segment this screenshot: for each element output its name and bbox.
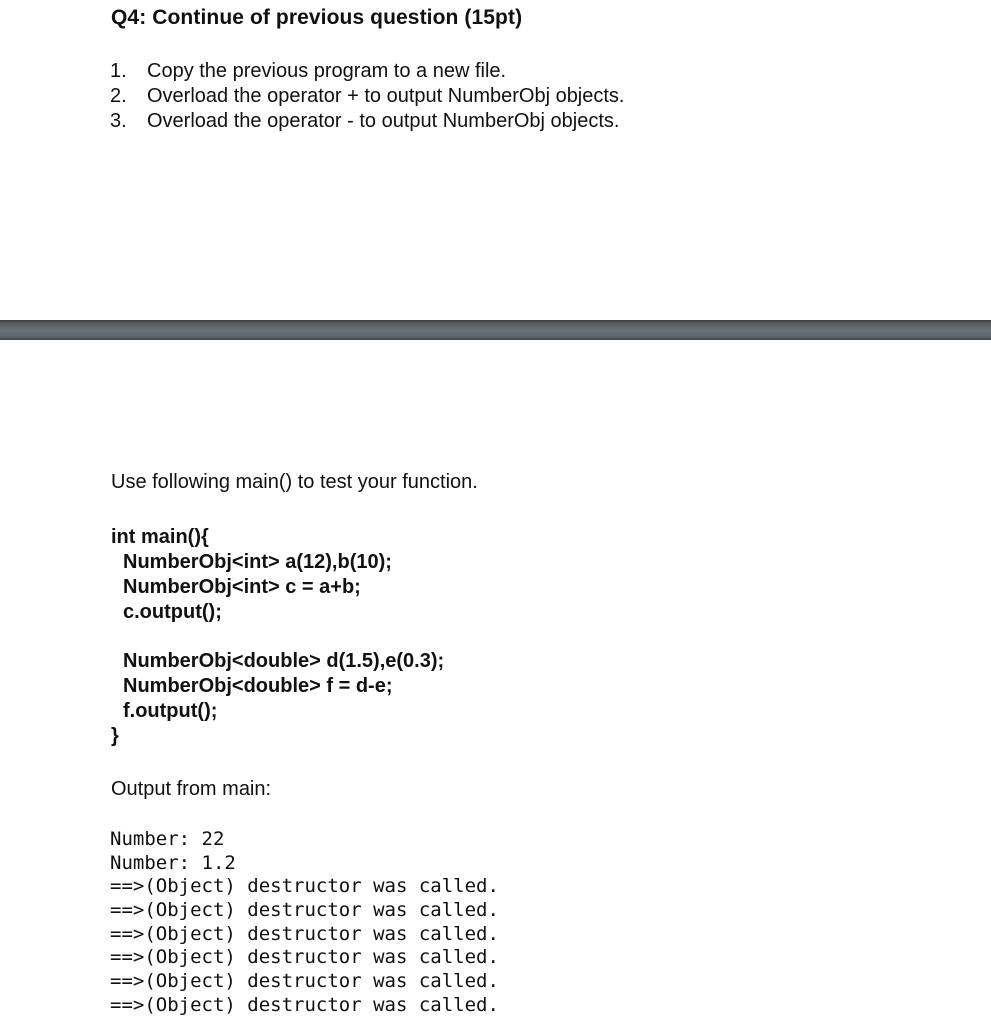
step-text: Copy the previous program to a new file. <box>147 60 507 82</box>
code-spacer <box>111 625 444 649</box>
step-text: Overload the operator + to output NumberObj objects. <box>147 85 625 107</box>
page-top <box>0 0 991 320</box>
test-intro: Use following main() to test your function. <box>111 471 478 493</box>
console-line: Number: 22 <box>110 828 225 850</box>
code-line: NumberObj<int> a(12),b(10); <box>123 551 392 573</box>
code-line: f.output(); <box>123 700 218 722</box>
console-line: ==>(Object) destructor was called. <box>110 970 499 993</box>
console-output <box>110 828 499 1018</box>
step-list <box>110 59 625 134</box>
code-line: NumberObj<double> d(1.5),e(0.3); <box>123 650 445 672</box>
output-label: Output from main: <box>111 778 272 800</box>
list-item <box>110 59 625 84</box>
console-line: ==>(Object) destructor was called. <box>110 946 499 969</box>
code-line: c.output(); <box>123 601 222 623</box>
code-block <box>111 525 444 749</box>
code-line: } <box>111 725 119 747</box>
console-line: Number: 1.2 <box>110 851 236 874</box>
step-text: Overload the operator - to output NumberObj objects. <box>147 110 620 132</box>
step-number: 2. <box>110 85 127 107</box>
console-line: ==>(Object) destructor was called. <box>110 899 499 922</box>
step-number: 3. <box>110 110 127 132</box>
page-divider <box>0 320 991 340</box>
code-line: int main(){ <box>111 526 209 548</box>
code-line: NumberObj<double> f = d-e; <box>123 675 393 697</box>
console-line: ==>(Object) destructor was called. <box>110 875 499 898</box>
console-line: ==>(Object) destructor was called. <box>110 922 499 945</box>
list-item <box>110 109 625 134</box>
question-title: Q4: Continue of previous question (15pt) <box>111 6 523 29</box>
code-line: NumberObj<int> c = a+b; <box>123 576 361 598</box>
console-line: ==>(Object) destructor was called. <box>110 993 499 1016</box>
list-item <box>110 84 625 109</box>
step-number: 1. <box>110 60 127 82</box>
